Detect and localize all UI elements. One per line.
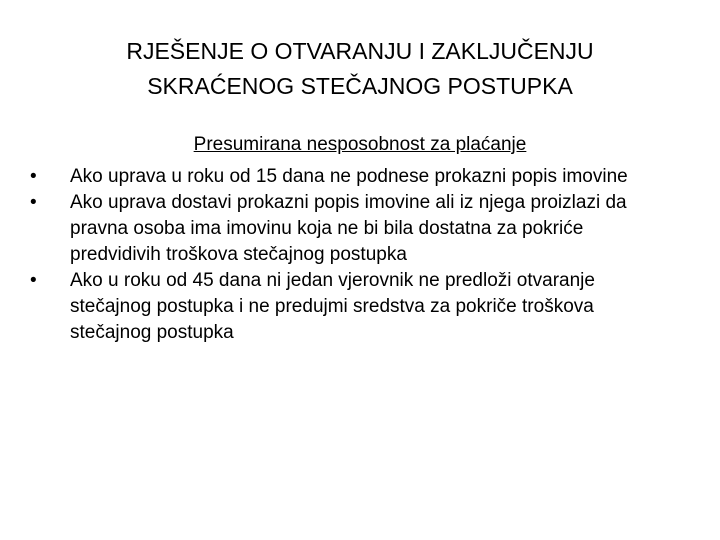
bullet-item-2 — [26, 190, 676, 268]
slide-subtitle: Presumirana nesposobnost za plaćanje — [193, 134, 527, 155]
bullet-item-3 — [26, 268, 676, 346]
slide-title — [40, 34, 680, 104]
bullet-marker: • — [30, 192, 37, 213]
bullet-text-3: Ako u roku od 45 dana ni jedan vjerovnik ne predloži otvaranje stečajnog postupka i ne predujmi sredstva za pokriče troškova stečajnog postupka — [70, 270, 595, 343]
bullet-marker: • — [30, 166, 37, 187]
bullet-marker: • — [30, 270, 37, 291]
title-line-2: SKRAĆENOG STEČAJNOG POSTUPKA — [147, 73, 573, 99]
bullet-text-2: Ako uprava dostavi prokazni popis imovine ali iz njega proizlazi da pravna osoba ima imovinu koja ne bi bila dostatna za pokriće predvidivih troškova stečajnog postupka — [70, 192, 627, 265]
bullet-text-1: Ako uprava u roku od 15 dana ne podnese prokazni popis imovine — [70, 166, 628, 187]
bullet-list — [26, 164, 676, 346]
bullet-item-1 — [26, 164, 676, 190]
title-line-1: RJEŠENJE O OTVARANJU I ZAKLJUČENJU — [126, 38, 594, 64]
